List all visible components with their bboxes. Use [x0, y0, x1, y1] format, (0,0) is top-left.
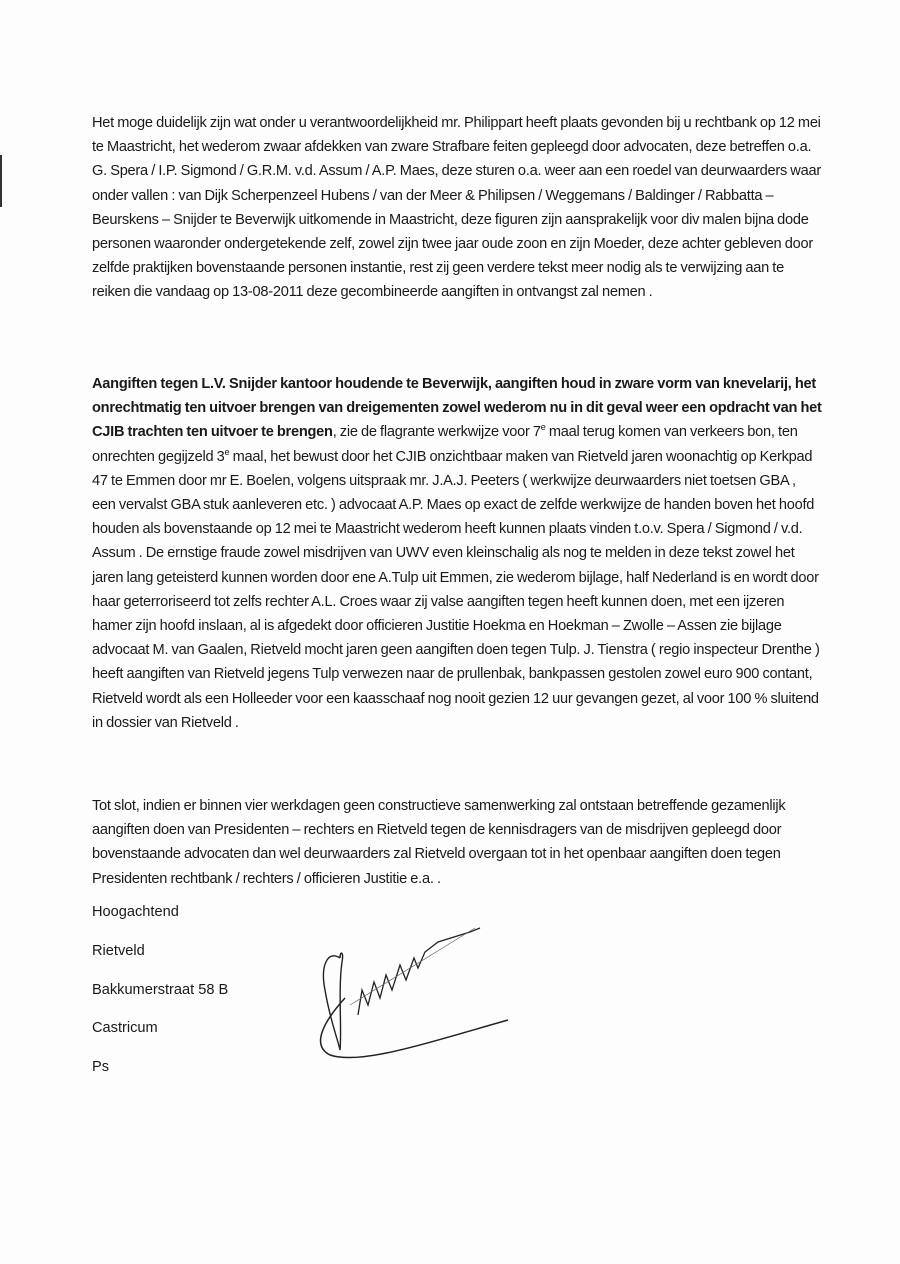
handwritten-signature — [300, 880, 540, 1070]
sender-city: Castricum — [92, 1020, 158, 1036]
paragraph-aangiften-text-b: maal terug komen van verkeers bon, ten onrechten gegijzeld 3 — [92, 424, 798, 465]
paragraph-aangiften-bold: Aangiften tegen L.V. Snijder kantoor houdende te Beverwijk, aangiften houd in zware vorm van knevelarij, het onrechtmatig ten uitvoer brengen van dreigementen zowel wederom nu in dit geval weer een opdracht van het CJIB trachten ten uitvoer te brengen — [92, 376, 822, 441]
paragraph-intro: Het moge duidelijk zijn wat onder u verantwoordelijkheid mr. Philippart heeft plaats gevonden bij u rechtbank op 12 mei te Maastricht, het wederom zwaar afdekken van zware Strafbare feiten gepleegd door advocaten, deze betreffen o.a. G. Spera / I.P. Sigmond / G.R.M. v.d. Assum / A.P. Maes, deze sturen o.a. weer aan een roedel van deurwaarders waar onder vallen : van Dijk Scherpenzeel Hubens / van der Meer & Philipsen / Weggemans / Baldinger / Rabbatta – Beurskens – Snijder te Beverwijk uitkomende in Maastricht, deze figuren zijn aansprakelijk voor div malen bijna dode personen waaronder ondergetekende zelf, zowel zijn twee jaar oude zoon en zijn Moeder, deze achter gebleven door zelfde praktijken bovenstaande personen instantie, rest zij geen verdere tekst meer nodig als te verwijzing aan te reiken die vandaag op 13-08-2011 deze gecombineerde aangiften in ontvangst zal nemen . — [92, 115, 821, 301]
paragraph-aangiften — [92, 372, 822, 735]
postscript-label: Ps — [92, 1059, 110, 1075]
sender-name: Rietveld — [92, 943, 145, 959]
scan-edge-mark — [0, 155, 2, 207]
paragraph-aangiften-text-c: maal, het bewust door het CJIB onzichtbaar maken van Rietveld jaren woonachtig op Kerkpad 47 te Emmen door mr E. Boelen, volgens uitspraak mr. J.A.J. Peeters ( werkwijze deurwaarders niet toetsen GBA , een vervalst GBA stuk aanleveren etc. ) advocaat A.P. Maes op exact de zelfde werkwijze de handen boven het hoofd houden als bovenstaande op 12 mei te Maastricht wederom heeft kunnen plaats vinden t.o.v. Spera / Sigmond / v.d. Assum . De ernstige fraude zowel misdrijven van UWV even kleinschalig als nog te melden in deze tekst zowel het jaren lang geteisterd kunnen worden door ene A.Tulp uit Emmen, zie wederom bijlage, half Nederland is en wordt door haar geterroriseerd tot zelfs rechter A.L. Croes waar zij valse aangiften tegen heeft kunnen doen, met een ijzeren hamer zijn hoofd inslaan, al is afgedekt door officieren Justitie Hoekma en Hoekman – Zwolle – Assen zie bijlage advocaat M. van Gaalen, Rietveld mocht jaren geen aangiften doen tegen Tulp. J. Tienstra ( regio inspecteur Drenthe ) heeft aangiften van Rietveld jegens Tulp verwezen naar de prullenbak, bankpassen gestolen zowel euro 900 contant, Rietveld wordt als een Holleeder voor een kaasschaaf nog nooit gezien 12 uur gevangen gezet, al voor 100 % sluitend in dossier van Rietveld . — [92, 448, 820, 731]
paragraph-conclusion: Tot slot, indien er binnen vier werkdagen geen constructieve samenwerking zal ontstaan betreffende gezamenlijk aangiften doen van Presidenten – rechters en Rietveld tegen de kennisdragers van de misdrijven gepleegd door bovenstaande advocaten dan wel deurwaarders zal Rietveld overgaan tot in het openbaar aangiften doen tegen Presidenten rechtbank / rechters / officieren Justitie e.a. . — [92, 798, 786, 887]
paragraph-aangiften-text-a: , zie de flagrante werkwijze voor 7 — [332, 424, 541, 441]
superscript-e: e — [540, 422, 546, 433]
sender-street: Bakkumerstraat 58 B — [92, 982, 229, 998]
closing-greeting: Hoogachtend — [92, 904, 179, 920]
superscript-e: e — [224, 446, 230, 457]
